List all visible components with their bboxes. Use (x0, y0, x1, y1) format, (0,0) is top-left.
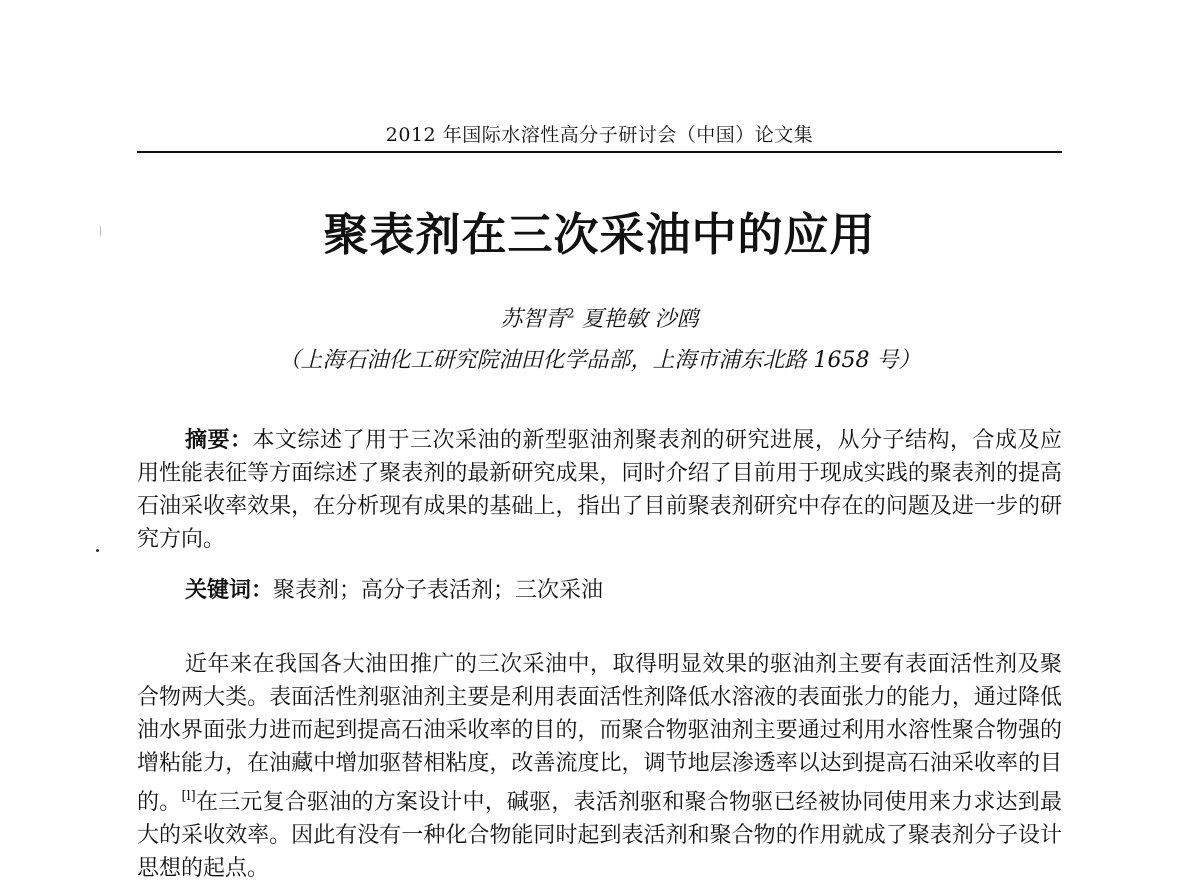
running-head: 2012 年国际水溶性高分子研讨会（中国）论文集 (385, 124, 814, 146)
citation-mark: [l] (181, 789, 196, 804)
keywords-label: 关键词： (185, 577, 274, 603)
header-rule (137, 151, 1062, 153)
abstract-text: 本文综述了用于三次采油的新型驱油剂聚表剂的研究进展，从分子结构，合成及应用性能表征等方面综述了聚表剂的最新研究成果，同时介绍了目前用于现成实践的聚表剂的提高石油采收率效果，在分析现有成果的基础上，指出了目前聚表剂研究中存在的问题及进一步的研究方向。 (137, 428, 1062, 552)
body-text-part1: 近年来在我国各大油田推广的三次采油中，取得明显效果的驱油剂主要有表面活性剂及聚合物两大类。表面活性剂驱油剂主要是利用表面活性剂降低水溶液的表面张力的能力，通过降低油水界面张力进而起到提高石油采收率的目的，而聚合物驱油剂主要通过利用水溶性聚合物强的增粘能力，在油藏中增加驱替相粘度，改善流度比，调节地层渗透率以达到提高石油采收率的目的。 (137, 652, 1062, 815)
scan-margin-mark (100, 226, 101, 236)
affiliation: （上海石油化工研究院油田化学品部，上海市浦东北路 1658 号） (278, 348, 921, 373)
author-first: 苏智青 (500, 307, 567, 332)
keywords (137, 574, 1062, 607)
author-line (137, 302, 1062, 333)
body-paragraph (137, 648, 1062, 885)
body-text-part2: 在三元复合驱油的方案设计中，碱驱，表活剂驱和聚合物驱已经被协同使用来力求达到最大的采收效率。因此有没有一种化合物能同时起到表活剂和聚合物的作用就成了聚表剂分子设计思想的起点。 (137, 790, 1062, 881)
author-affiliation-mark: 2 (566, 306, 575, 322)
abstract-label: 摘要： (185, 427, 253, 453)
author-rest: 夏艳敏 沙鸥 (574, 307, 699, 332)
keywords-text: 聚表剂；高分子表活剂；三次采油 (273, 578, 604, 603)
paper-title: 聚表剂在三次采油中的应用 (323, 208, 876, 261)
scan-speck (96, 549, 99, 552)
abstract (137, 424, 1062, 556)
